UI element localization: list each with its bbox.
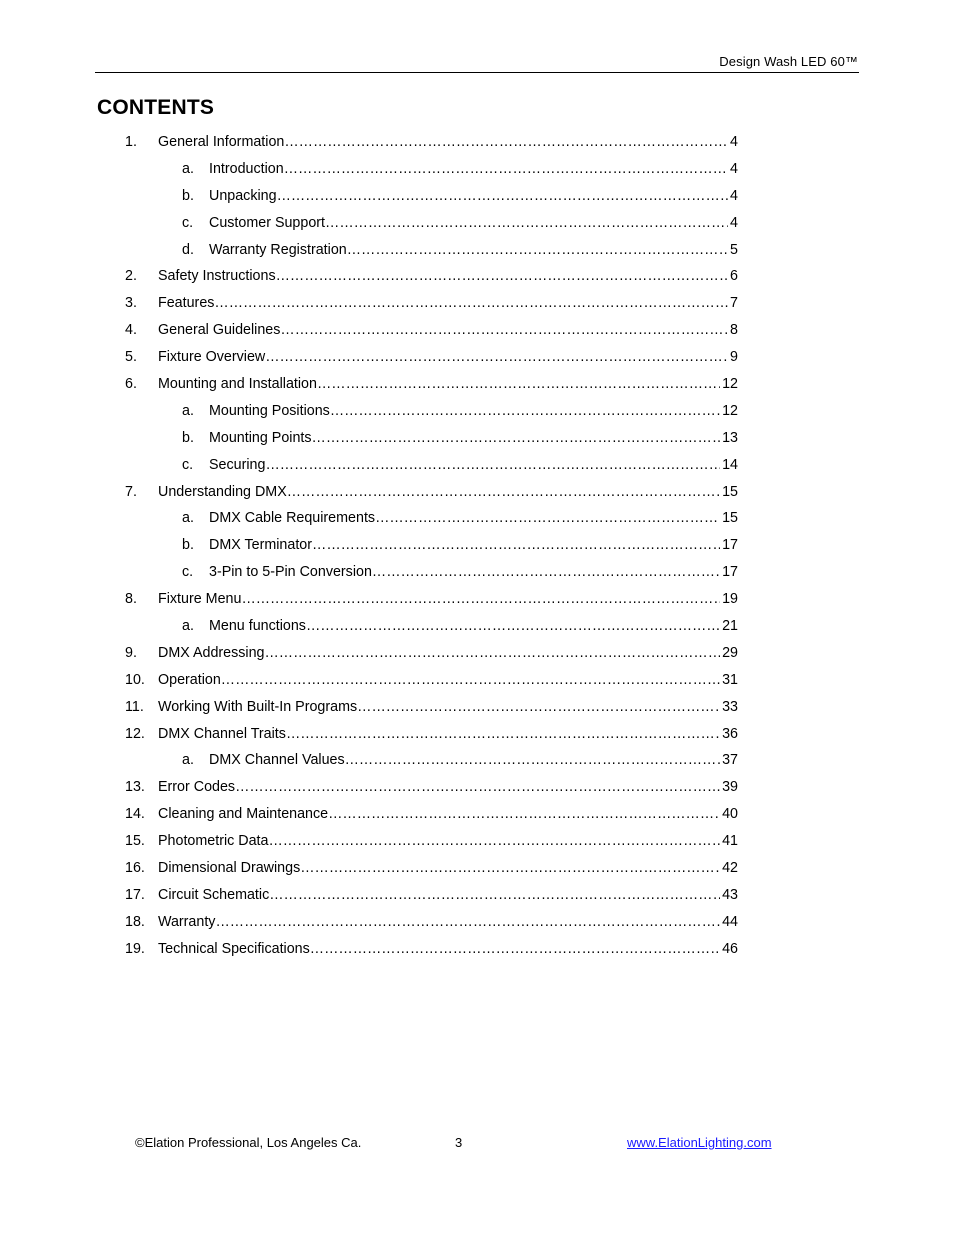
toc-entry[interactable] <box>0 855 954 882</box>
toc-dot-leader <box>312 532 720 559</box>
toc-entry-number: d. <box>182 241 194 258</box>
toc-entry-page: 17 <box>722 537 738 554</box>
toc-entry[interactable] <box>0 882 954 909</box>
toc-entry-number: 19. <box>125 940 145 957</box>
toc-entry[interactable] <box>0 774 954 801</box>
toc-entry-page: 19 <box>722 591 738 608</box>
toc-entry-title: Mounting Positions <box>209 402 330 419</box>
toc-entry[interactable] <box>0 640 954 667</box>
toc-entry[interactable] <box>0 290 954 317</box>
toc-entry-number: c. <box>182 456 194 473</box>
toc-dot-leader <box>372 559 720 586</box>
toc-entry-line <box>158 586 738 613</box>
toc-entry-page: 33 <box>722 698 738 715</box>
toc-entry-title: General Guidelines <box>158 322 281 339</box>
toc-entry-page: 15 <box>722 483 738 500</box>
toc-entry-page: 4 <box>730 187 738 204</box>
toc-entry-title: DMX Addressing <box>158 644 265 661</box>
toc-entry-line <box>209 559 738 586</box>
toc-entry-number: 2. <box>125 268 137 285</box>
toc-entry-title: Fixture Overview <box>158 349 266 366</box>
toc-entry-page: 36 <box>722 725 738 742</box>
toc-entry[interactable] <box>0 801 954 828</box>
toc-entry[interactable] <box>0 532 954 559</box>
toc-entry-page: 6 <box>730 268 738 285</box>
toc-entry[interactable] <box>0 936 954 963</box>
toc-entry-number: b. <box>182 537 194 554</box>
toc-entry-line <box>158 344 738 371</box>
toc-entry-page: 7 <box>730 295 738 312</box>
toc-entry-number: b. <box>182 187 194 204</box>
toc-entry-line <box>158 828 738 855</box>
toc-entry-page: 41 <box>722 833 738 850</box>
toc-entry-title: Fixture Menu <box>158 591 242 608</box>
toc-entry-title: Safety Instructions <box>158 268 276 285</box>
toc-entry-title: DMX Channel Traits <box>158 725 286 742</box>
toc-entry-page: 12 <box>722 376 738 393</box>
toc-entry-number: a. <box>182 752 194 769</box>
toc-entry[interactable] <box>0 667 954 694</box>
toc-entry-title: DMX Cable Requirements <box>209 510 376 527</box>
toc-entry-line <box>158 882 738 909</box>
toc-entry-page: 5 <box>730 241 738 258</box>
toc-entry-line <box>158 317 738 344</box>
toc-entry-page: 4 <box>730 214 738 231</box>
toc-entry-line <box>209 532 738 559</box>
toc-entry-page: 9 <box>730 349 738 366</box>
toc-entry-title: Mounting and Installation <box>158 376 317 393</box>
toc-entry-line <box>209 156 738 183</box>
footer-website-link[interactable]: www.ElationLighting.com <box>627 1135 772 1150</box>
toc-entry[interactable] <box>0 909 954 936</box>
toc-entry-line <box>158 640 738 667</box>
toc-entry-title: Understanding DMX <box>158 483 287 500</box>
toc-entry-page: 14 <box>722 456 738 473</box>
toc-dot-leader <box>221 667 720 694</box>
toc-entry-number: 13. <box>125 779 145 796</box>
toc-entry-page: 4 <box>730 134 738 150</box>
toc-dot-leader <box>235 774 720 801</box>
toc-dot-leader <box>284 129 728 156</box>
toc-entry-page: 39 <box>722 779 738 796</box>
toc-dot-leader <box>277 183 728 210</box>
toc-dot-leader <box>280 317 728 344</box>
toc-entry[interactable] <box>0 425 954 452</box>
toc-entry-number: 4. <box>125 322 137 339</box>
toc-entry-title: Operation <box>158 671 221 688</box>
toc-entry-page: 4 <box>730 160 738 177</box>
toc-dot-leader <box>268 828 720 855</box>
toc-dot-leader <box>312 425 721 452</box>
toc-entry-page: 15 <box>722 510 738 527</box>
toc-dot-leader <box>284 156 728 183</box>
toc-entry[interactable] <box>0 210 954 237</box>
toc-entry-title: Circuit Schematic <box>158 886 270 903</box>
toc-dot-leader <box>215 909 720 936</box>
toc-dot-leader <box>357 694 720 721</box>
toc-entry[interactable] <box>0 505 954 532</box>
toc-entry-number: 8. <box>125 591 137 608</box>
toc-entry[interactable] <box>0 317 954 344</box>
header-rule <box>95 72 859 73</box>
toc-entry-number: 7. <box>125 483 137 500</box>
toc-entry-title: Customer Support <box>209 214 326 231</box>
toc-entry-page: 17 <box>722 564 738 581</box>
toc-dot-leader <box>287 479 720 506</box>
toc-entry-number: 3. <box>125 295 137 312</box>
toc-entry-line <box>158 721 738 748</box>
toc-dot-leader <box>306 613 720 640</box>
toc-entry-number: 6. <box>125 376 137 393</box>
toc-entry-line <box>158 263 738 290</box>
toc-entry[interactable] <box>0 371 954 398</box>
toc-entry-line <box>158 774 738 801</box>
toc-dot-leader <box>300 855 720 882</box>
toc-entry[interactable] <box>0 344 954 371</box>
toc-entry-line <box>209 747 738 774</box>
toc-entry-page: 13 <box>722 429 738 446</box>
toc-entry-title: DMX Channel Values <box>209 752 345 769</box>
toc-entry-page: 31 <box>722 671 738 688</box>
toc-entry-line <box>158 667 738 694</box>
toc-entry[interactable] <box>0 613 954 640</box>
toc-entry-title: Cleaning and Maintenance <box>158 806 329 823</box>
toc-entry-title: Features <box>158 295 215 312</box>
toc-entry-number: a. <box>182 160 194 177</box>
toc-entry-title: General Information <box>158 134 285 150</box>
toc-entry-title: Working With Built-In Programs <box>158 698 358 715</box>
toc-dot-leader <box>325 210 728 237</box>
toc-entry-line <box>158 371 738 398</box>
toc-entry-number: c. <box>182 564 194 581</box>
toc-entry-number: 5. <box>125 349 137 366</box>
toc-entry[interactable] <box>0 263 954 290</box>
toc-dot-leader <box>241 586 720 613</box>
toc-entry-number: 11. <box>125 698 144 715</box>
toc-entry-number: 9. <box>125 644 137 661</box>
toc-entry-page: 42 <box>722 860 738 877</box>
toc-entry-title: Warranty Registration <box>209 241 347 258</box>
toc-entry-number: a. <box>182 510 194 527</box>
toc-entry[interactable] <box>0 183 954 210</box>
toc-entry-line <box>158 479 738 506</box>
toc-entry-number: 14. <box>125 806 145 823</box>
toc-entry-line <box>209 505 738 532</box>
toc-entry[interactable] <box>0 828 954 855</box>
toc-dot-leader <box>347 237 728 264</box>
toc-entry-line <box>158 694 738 721</box>
toc-entry[interactable] <box>0 398 954 425</box>
toc-dot-leader <box>286 721 720 748</box>
toc-entry-title: Dimensional Drawings <box>158 860 301 877</box>
toc-entry-title: Menu functions <box>209 618 306 635</box>
toc-dot-leader <box>214 290 728 317</box>
toc-dot-leader <box>269 882 720 909</box>
toc-entry-title: Technical Specifications <box>158 940 310 957</box>
toc-entry-number: 12. <box>125 725 145 742</box>
toc-dot-leader <box>375 505 720 532</box>
toc-entry-line <box>158 936 738 963</box>
toc-entry[interactable] <box>0 237 954 264</box>
toc-entry-title: Error Codes <box>158 779 236 796</box>
toc-entry-line <box>209 183 738 210</box>
toc-entry-number: 10. <box>125 671 145 688</box>
toc-entry-line <box>158 129 738 156</box>
toc-dot-leader <box>265 452 720 479</box>
toc-entry-number: 15. <box>125 833 145 850</box>
toc-entry-title: 3-Pin to 5-Pin Conversion <box>209 564 372 581</box>
toc-entry-title: Warranty <box>158 913 216 930</box>
toc-entry[interactable] <box>0 559 954 586</box>
toc-entry-number: 17. <box>125 886 145 903</box>
toc-entry-page: 46 <box>722 940 738 957</box>
toc-entry-line <box>158 909 738 936</box>
toc-entry[interactable] <box>0 479 954 506</box>
toc-entry-line <box>158 855 738 882</box>
table-of-contents <box>0 129 954 963</box>
toc-entry-number: a. <box>182 402 194 419</box>
toc-entry-line <box>209 237 738 264</box>
toc-entry-line <box>209 452 738 479</box>
toc-entry-page: 29 <box>722 644 738 661</box>
toc-dot-leader <box>345 747 720 774</box>
toc-entry-line <box>209 425 738 452</box>
toc-entry-number: 18. <box>125 913 145 930</box>
toc-dot-leader <box>330 398 720 425</box>
toc-entry[interactable] <box>0 452 954 479</box>
toc-entry[interactable] <box>0 747 954 774</box>
toc-dot-leader <box>264 640 720 667</box>
toc-entry-title: Introduction <box>209 160 284 177</box>
toc-entry[interactable] <box>0 721 954 748</box>
toc-entry-page: 43 <box>722 886 738 903</box>
toc-entry-line <box>209 613 738 640</box>
footer-page-number: 3 <box>455 1135 463 1150</box>
toc-entry-page: 44 <box>722 913 738 930</box>
toc-entry[interactable] <box>0 129 954 156</box>
toc-entry[interactable] <box>0 586 954 613</box>
toc-entry-title: Securing <box>209 456 266 473</box>
toc-dot-leader <box>317 371 720 398</box>
toc-entry-number: a. <box>182 618 194 635</box>
toc-entry-page: 21 <box>722 618 738 635</box>
toc-entry-title: DMX Terminator <box>209 537 313 554</box>
toc-entry-number: b. <box>182 429 194 446</box>
toc-entry-page: 37 <box>722 752 738 769</box>
contents-heading: CONTENTS <box>97 96 215 119</box>
toc-dot-leader <box>265 344 728 371</box>
toc-entry-title: Photometric Data <box>158 833 269 850</box>
footer-copyright: ©Elation Professional, Los Angeles Ca. <box>135 1135 362 1150</box>
toc-entry-number: 1. <box>125 134 137 150</box>
toc-entry-title: Mounting Points <box>209 429 312 446</box>
toc-entry-number: c. <box>182 214 194 231</box>
toc-dot-leader <box>276 263 728 290</box>
toc-entry-line <box>209 398 738 425</box>
toc-entry-page: 12 <box>722 402 738 419</box>
toc-entry-page: 8 <box>730 322 738 339</box>
toc-entry-line <box>158 801 738 828</box>
toc-entry-line <box>209 210 738 237</box>
toc-dot-leader <box>328 801 720 828</box>
toc-entry-title: Unpacking <box>209 187 277 204</box>
running-header-title: Design Wash LED 60™ <box>719 54 858 69</box>
toc-entry[interactable] <box>0 694 954 721</box>
toc-entry-page: 40 <box>722 806 738 823</box>
toc-entry-line <box>158 290 738 317</box>
toc-entry[interactable] <box>0 156 954 183</box>
toc-entry-number: 16. <box>125 860 145 877</box>
toc-dot-leader <box>310 936 720 963</box>
